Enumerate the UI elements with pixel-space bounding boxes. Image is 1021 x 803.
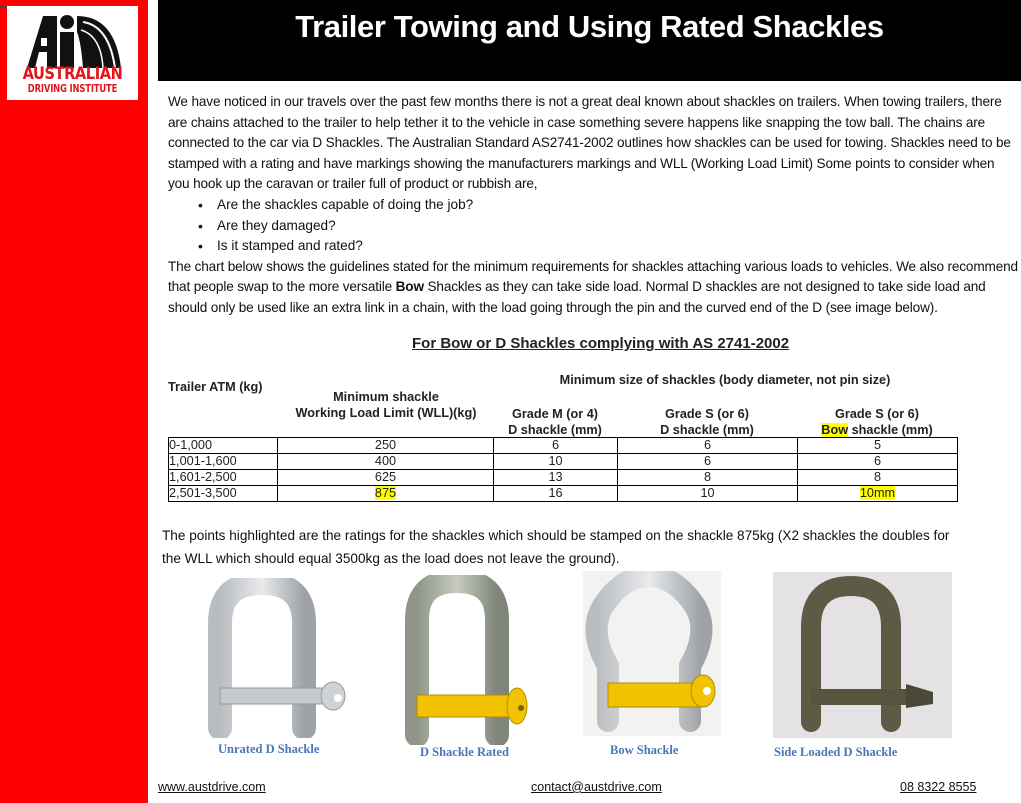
footer-email-link[interactable]: contact@austdrive.com	[531, 780, 662, 794]
header-grade-m-line1: Grade M (or 4)	[511, 407, 598, 421]
header-bar	[158, 0, 1021, 81]
recommendation-paragraph	[168, 257, 1018, 319]
header-bow-rest: shackle (mm)	[848, 423, 933, 437]
cell-grade-s-d: 10	[618, 486, 798, 502]
page-title: Trailer Towing and Using Rated Shackles	[295, 9, 884, 44]
bow-highlight: Bow	[821, 423, 849, 437]
cell-grade-s-bow: 6	[798, 454, 958, 470]
cell-wll: 250	[278, 438, 494, 454]
unrated-d-shackle-image	[200, 578, 350, 738]
cell-atm: 1,601-2,500	[169, 470, 278, 486]
header-grade-s-bow	[797, 406, 957, 438]
logo	[7, 6, 138, 100]
caption-unrated-d-shackle: Unrated D Shackle	[218, 742, 320, 756]
cell-atm: 0-1,000	[169, 438, 278, 454]
cell-grade-m: 6	[494, 438, 618, 454]
header-wll	[280, 389, 492, 421]
footer-phone-link[interactable]: 08 8322 8555	[900, 780, 977, 794]
header-wll-line1: Minimum shackle	[333, 390, 439, 404]
cell-grade-m: 13	[494, 470, 618, 486]
table-row	[169, 470, 958, 486]
checklist	[168, 195, 1018, 257]
side-loaded-d-shackle-image	[773, 572, 952, 738]
checklist-item: • Is it stamped and rated?	[168, 236, 1018, 257]
logo-ai-road-icon	[23, 12, 123, 70]
recommendation-text-cont: Shackles as they can take side load. Normal D shackles are not designed to take side load and should only be used like an extra link in a chain, with the load going through the pin and the curved end of the D (see image below).	[168, 279, 986, 315]
cell-wll: 625	[278, 470, 494, 486]
table-title: For Bow or D Shackles complying with AS 2741-2002	[412, 335, 790, 352]
note-line2: the WLL which should equal 3500kg as the load does not leave the ground).	[162, 551, 620, 566]
cell-grade-s-bow	[798, 486, 958, 502]
recommendation-text: The chart below shows the guidelines stated for the minimum requirements for shackles attaching various loads to vehicles. We also recommend that people swap to the more versatile	[168, 258, 1018, 295]
logo-text-driving-institute: DRIVING INSTITUTE	[27, 83, 118, 95]
cell-atm: 1,001-1,600	[169, 454, 278, 470]
header-wll-line2: Working Load Limit (WLL)(kg)	[295, 406, 477, 420]
highlighted-wll: 875	[374, 486, 397, 500]
cell-grade-m: 10	[494, 454, 618, 470]
header-grade-m	[493, 406, 617, 438]
red-sidebar	[0, 0, 148, 803]
cell-grade-m: 16	[494, 486, 618, 502]
intro-paragraph: We have noticed in our travels over the past few months there is not a great deal known about shackles on trailers. When towing trailers, there are chains attached to the trailer to help tether it to the vehicle in case something severe happens like snapping the tow ball. The chains are connected to the car via D Shackles. The Australian Standard AS2741-2002 outlines how shackles can be used for towing. Shackles need to be stamped with a rating and have markings showing the manufacturers markings and WLL (Working Load Limit) Some points to consider when you hook up the caravan or trailer full of product or rubbish are,	[168, 94, 1011, 192]
cell-grade-s-d: 6	[618, 438, 798, 454]
rated-d-shackle-image	[395, 575, 530, 745]
cell-grade-s-bow: 5	[798, 438, 958, 454]
header-grade-s-bow-line2	[797, 422, 957, 438]
logo-text-australian: AUSTRALIAN	[22, 64, 123, 84]
caption-rated-d-shackle: D Shackle Rated	[420, 745, 509, 759]
checklist-item: • Are the shackles capable of doing the job?	[168, 195, 1018, 216]
intro-section	[168, 92, 1018, 319]
cell-grade-s-d: 8	[618, 470, 798, 486]
cell-grade-s-d: 6	[618, 454, 798, 470]
table-row	[169, 438, 958, 454]
header-grade-s-d	[617, 406, 797, 438]
caption-bow-shackle: Bow Shackle	[610, 743, 679, 757]
note-line1: The points highlighted are the ratings for the shackles which should be stamped on the shackle 875kg (X2 shackles the doubles for	[162, 528, 950, 543]
header-min-size-group: Minimum size of shackles (body diameter, not pin size)	[559, 373, 891, 387]
highlight-note	[162, 524, 1021, 570]
footer-website-link[interactable]: www.austdrive.com	[158, 780, 266, 794]
cell-atm: 2,501-3,500	[169, 486, 278, 502]
caption-side-loaded-d-shackle: Side Loaded D Shackle	[774, 745, 898, 759]
shackle-ratings-table	[168, 437, 958, 502]
highlighted-bow-size: 10mm	[859, 486, 896, 500]
cell-wll: 400	[278, 454, 494, 470]
table-row	[169, 454, 958, 470]
header-trailer-atm: Trailer ATM (kg)	[168, 380, 263, 394]
header-grade-m-line2: D shackle (mm)	[508, 423, 602, 437]
bow-shackle-image	[583, 571, 721, 736]
header-grade-s-bow-line1: Grade S (or 6)	[835, 407, 919, 421]
cell-grade-s-bow: 8	[798, 470, 958, 486]
table-row	[169, 486, 958, 502]
checklist-item: • Are they damaged?	[168, 216, 1018, 237]
header-grade-s-d-line2: D shackle (mm)	[660, 423, 754, 437]
header-grade-s-d-line1: Grade S (or 6)	[665, 407, 749, 421]
cell-wll	[278, 486, 494, 502]
bow-emphasis: Bow	[395, 279, 424, 295]
